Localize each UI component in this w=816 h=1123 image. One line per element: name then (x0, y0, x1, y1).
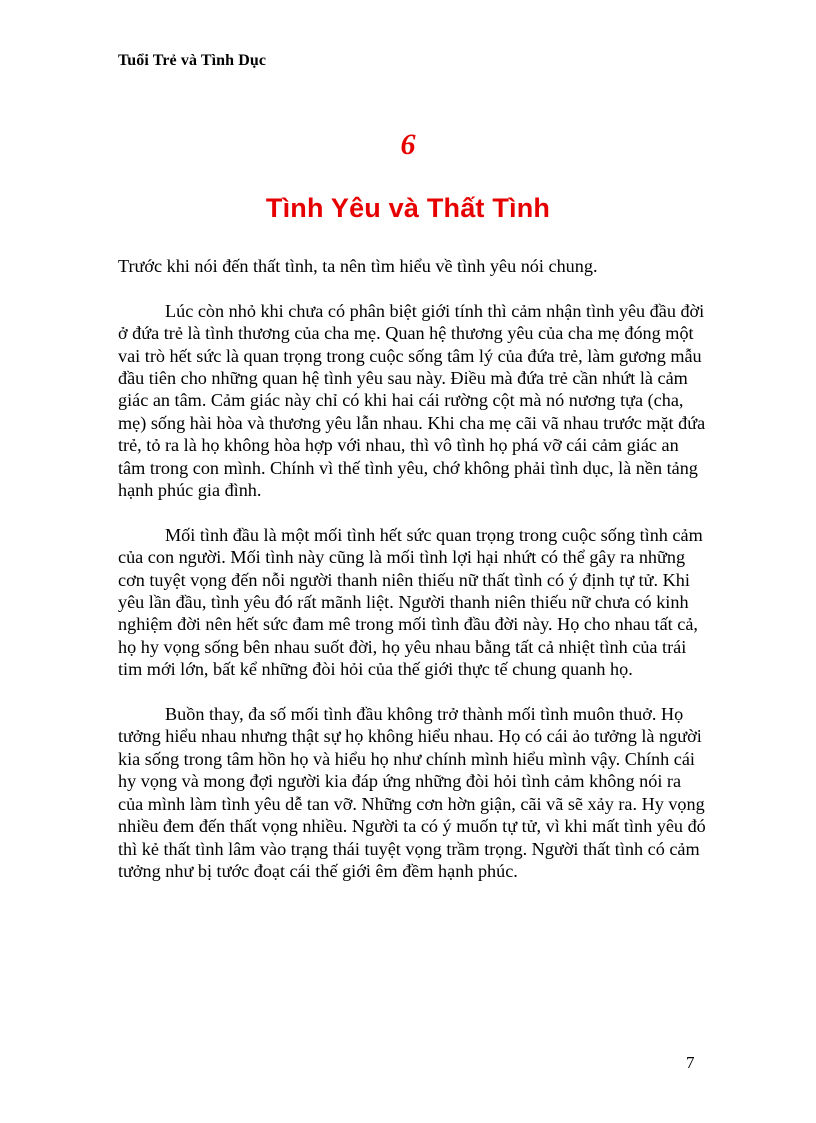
running-header: Tuổi Trẻ và Tình Dục (118, 52, 267, 69)
paragraph-heartbreak: Buồn thay, đa số mối tình đầu không trở thành mối tình muôn thuở. Họ tưởng hiểu nhau nhưng thật sự họ không hiểu nhau. Họ có cái ảo tưởng là người kia sống trong tâm hồn họ và hiểu họ như chính mình hiểu mình vậy. Chính cái hy vọng và mong đợi người kia đáp ứng những đòi hỏi tình cảm không nói ra của mình làm tình yêu dễ tan vỡ. Những cơn hờn giận, cãi vã sẽ xảy ra. Hy vọng nhiều đem đến thất vọng nhiều. Người ta có ý muốn tự tử, vì khi mất tình yêu đó thì kẻ thất tình lâm vào trạng thái tuyệt vọng trầm trọng. Người thất tình có cảm tưởng như bị tước đoạt cái thế giới êm đềm hạnh phúc. (118, 704, 706, 881)
paragraph-childhood-love: Lúc còn nhỏ khi chưa có phân biệt giới tính thì cảm nhận tình yêu đầu đời ở đứa trẻ là tình thương của cha mẹ. Quan hệ thương yêu của cha mẹ đóng một vai trò hết sức là quan trọng trong cuộc sống tâm lý của đứa trẻ, làm gương mẫu đầu tiên cho những quan hệ tình yêu sau này. Điều mà đứa trẻ cần nhứt là cảm giác an tâm. Cảm giác này chỉ có khi hai cái rường cột mà nó nương tựa (cha, mẹ) sống hài hòa và thương yêu lẫn nhau. Khi cha mẹ cãi vã nhau trước mặt đứa trẻ, tỏ ra là họ không hòa hợp với nhau, thì vô tình họ phá vỡ cái cảm giác an tâm trong con mình. Chính vì thế tình yêu, chớ không phải tình dục, là nền tảng hạnh phúc gia đình. (118, 300, 706, 501)
chapter-number: 6 (400, 128, 416, 161)
body-text (118, 255, 708, 905)
paragraph-intro: Trước khi nói đến thất tình, ta nên tìm hiểu về tình yêu nói chung. (118, 256, 598, 276)
chapter-title: Tình Yêu và Thất Tình (265, 193, 551, 223)
paragraph-first-love: Mối tình đầu là một mối tình hết sức quan trọng trong cuộc sống tình cảm của con người. Mối tình này cũng là mối tình lợi hại nhứt có thể gây ra những cơn tuyệt vọng đến nỗi người thanh niên thiếu nữ thất tình có ý định tự tử. Khi yêu lần đầu, tình yêu đó rất mãnh liệt. Người thanh niên thiếu nữ chưa có kinh nghiệm đời nên hết sức đam mê trong mối tình đầu đời này. Họ cho nhau tất cả, họ hy vọng sống bên nhau suốt đời, họ yêu nhau bằng tất cả nhiệt tình của trái tim mới lớn, bất kể những đòi hỏi của thế giới thực tế chung quanh họ. (118, 524, 703, 680)
page-number: 7 (686, 1053, 695, 1072)
